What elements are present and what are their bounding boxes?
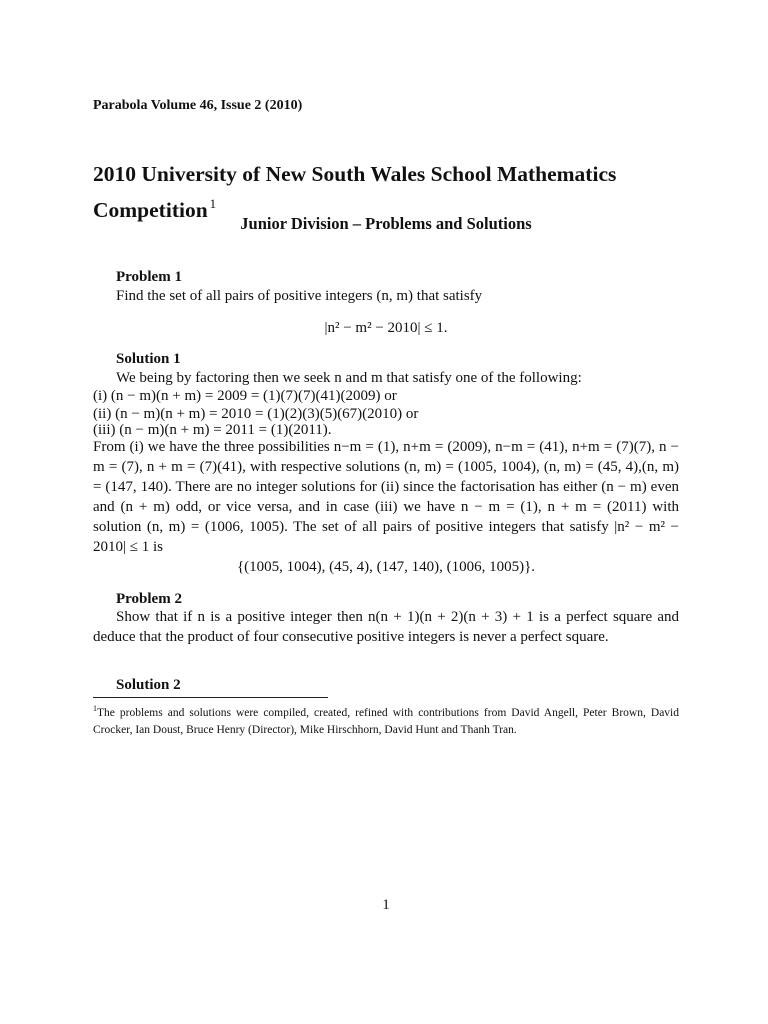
solution-2-heading: Solution 2 [116,677,181,693]
solution-1-body: From (i) we have the three possibilities n−m = (1), n+m = (2009), n−m = (41), n+m = (7)(7), n − m = (7), n + m = (7)(41), with respective solutions (n, m) = (1005, 1004), (n, m) = (45, 4),(n, m) = (147, 140). There are no integer solutions for (ii) since the factorisation has either (n − m) even and (n + m) odd, or vice versa, and in case (iii) we have n − m = (1), n + m = (2011) with solution (n, m) = (1006, 1005). The set of all pairs of positive integers that satisfy |n² − m² − 2010| ≤ 1 is [93,439,679,555]
solution-1-intro: We being by factoring then we seek n and m that satisfy one of the following: [116,370,582,386]
footnote-mark: 1 [93,704,97,713]
footnote [93,700,679,740]
footnote-rule [93,697,328,698]
paper-title-text: 2010 University of New South Wales School Mathematics Competition [93,162,617,222]
paper-subtitle: Junior Division – Problems and Solutions [240,214,532,233]
page-number: 1 [382,897,390,913]
solution-1-case-i: (i) (n − m)(n + m) = 2009 = (1)(7)(7)(41)(2009) or [93,388,397,404]
problem-1-heading: Problem 1 [116,269,182,285]
running-head: Parabola Volume 46, Issue 2 (2010) [93,98,303,113]
solution-1-answer: {(1005, 1004), (45, 4), (147, 140), (1006, 1005)}. [236,559,536,575]
title-footnote-mark: 1 [209,196,217,211]
problem-1-text: Find the set of all pairs of positive integers (n, m) that satisfy [116,288,483,304]
solution-1-case-ii: (ii) (n − m)(n + m) = 2010 = (1)(2)(3)(5)(67)(2010) or [93,406,419,422]
problem-2-text: Show that if n is a positive integer then n(n + 1)(n + 2)(n + 3) + 1 is a perfect square and deduce that the product of four consecutive positive integers is never a perfect square. [93,609,679,645]
solution-1-heading: Solution 1 [116,351,181,367]
problem-2-heading: Problem 2 [116,591,182,607]
footnote-text: The problems and solutions were compiled, created, refined with contributions from David Angell, Peter Brown, David Crocker, Ian Doust, Bruce Henry (Director), Mike Hirschhorn, David Hunt and Thanh Tran. [93,706,679,737]
solution-1-case-iii: (iii) (n − m)(n + m) = 2011 = (1)(2011). [93,422,332,438]
problem-1-equation: |n² − m² − 2010| ≤ 1. [324,320,448,336]
